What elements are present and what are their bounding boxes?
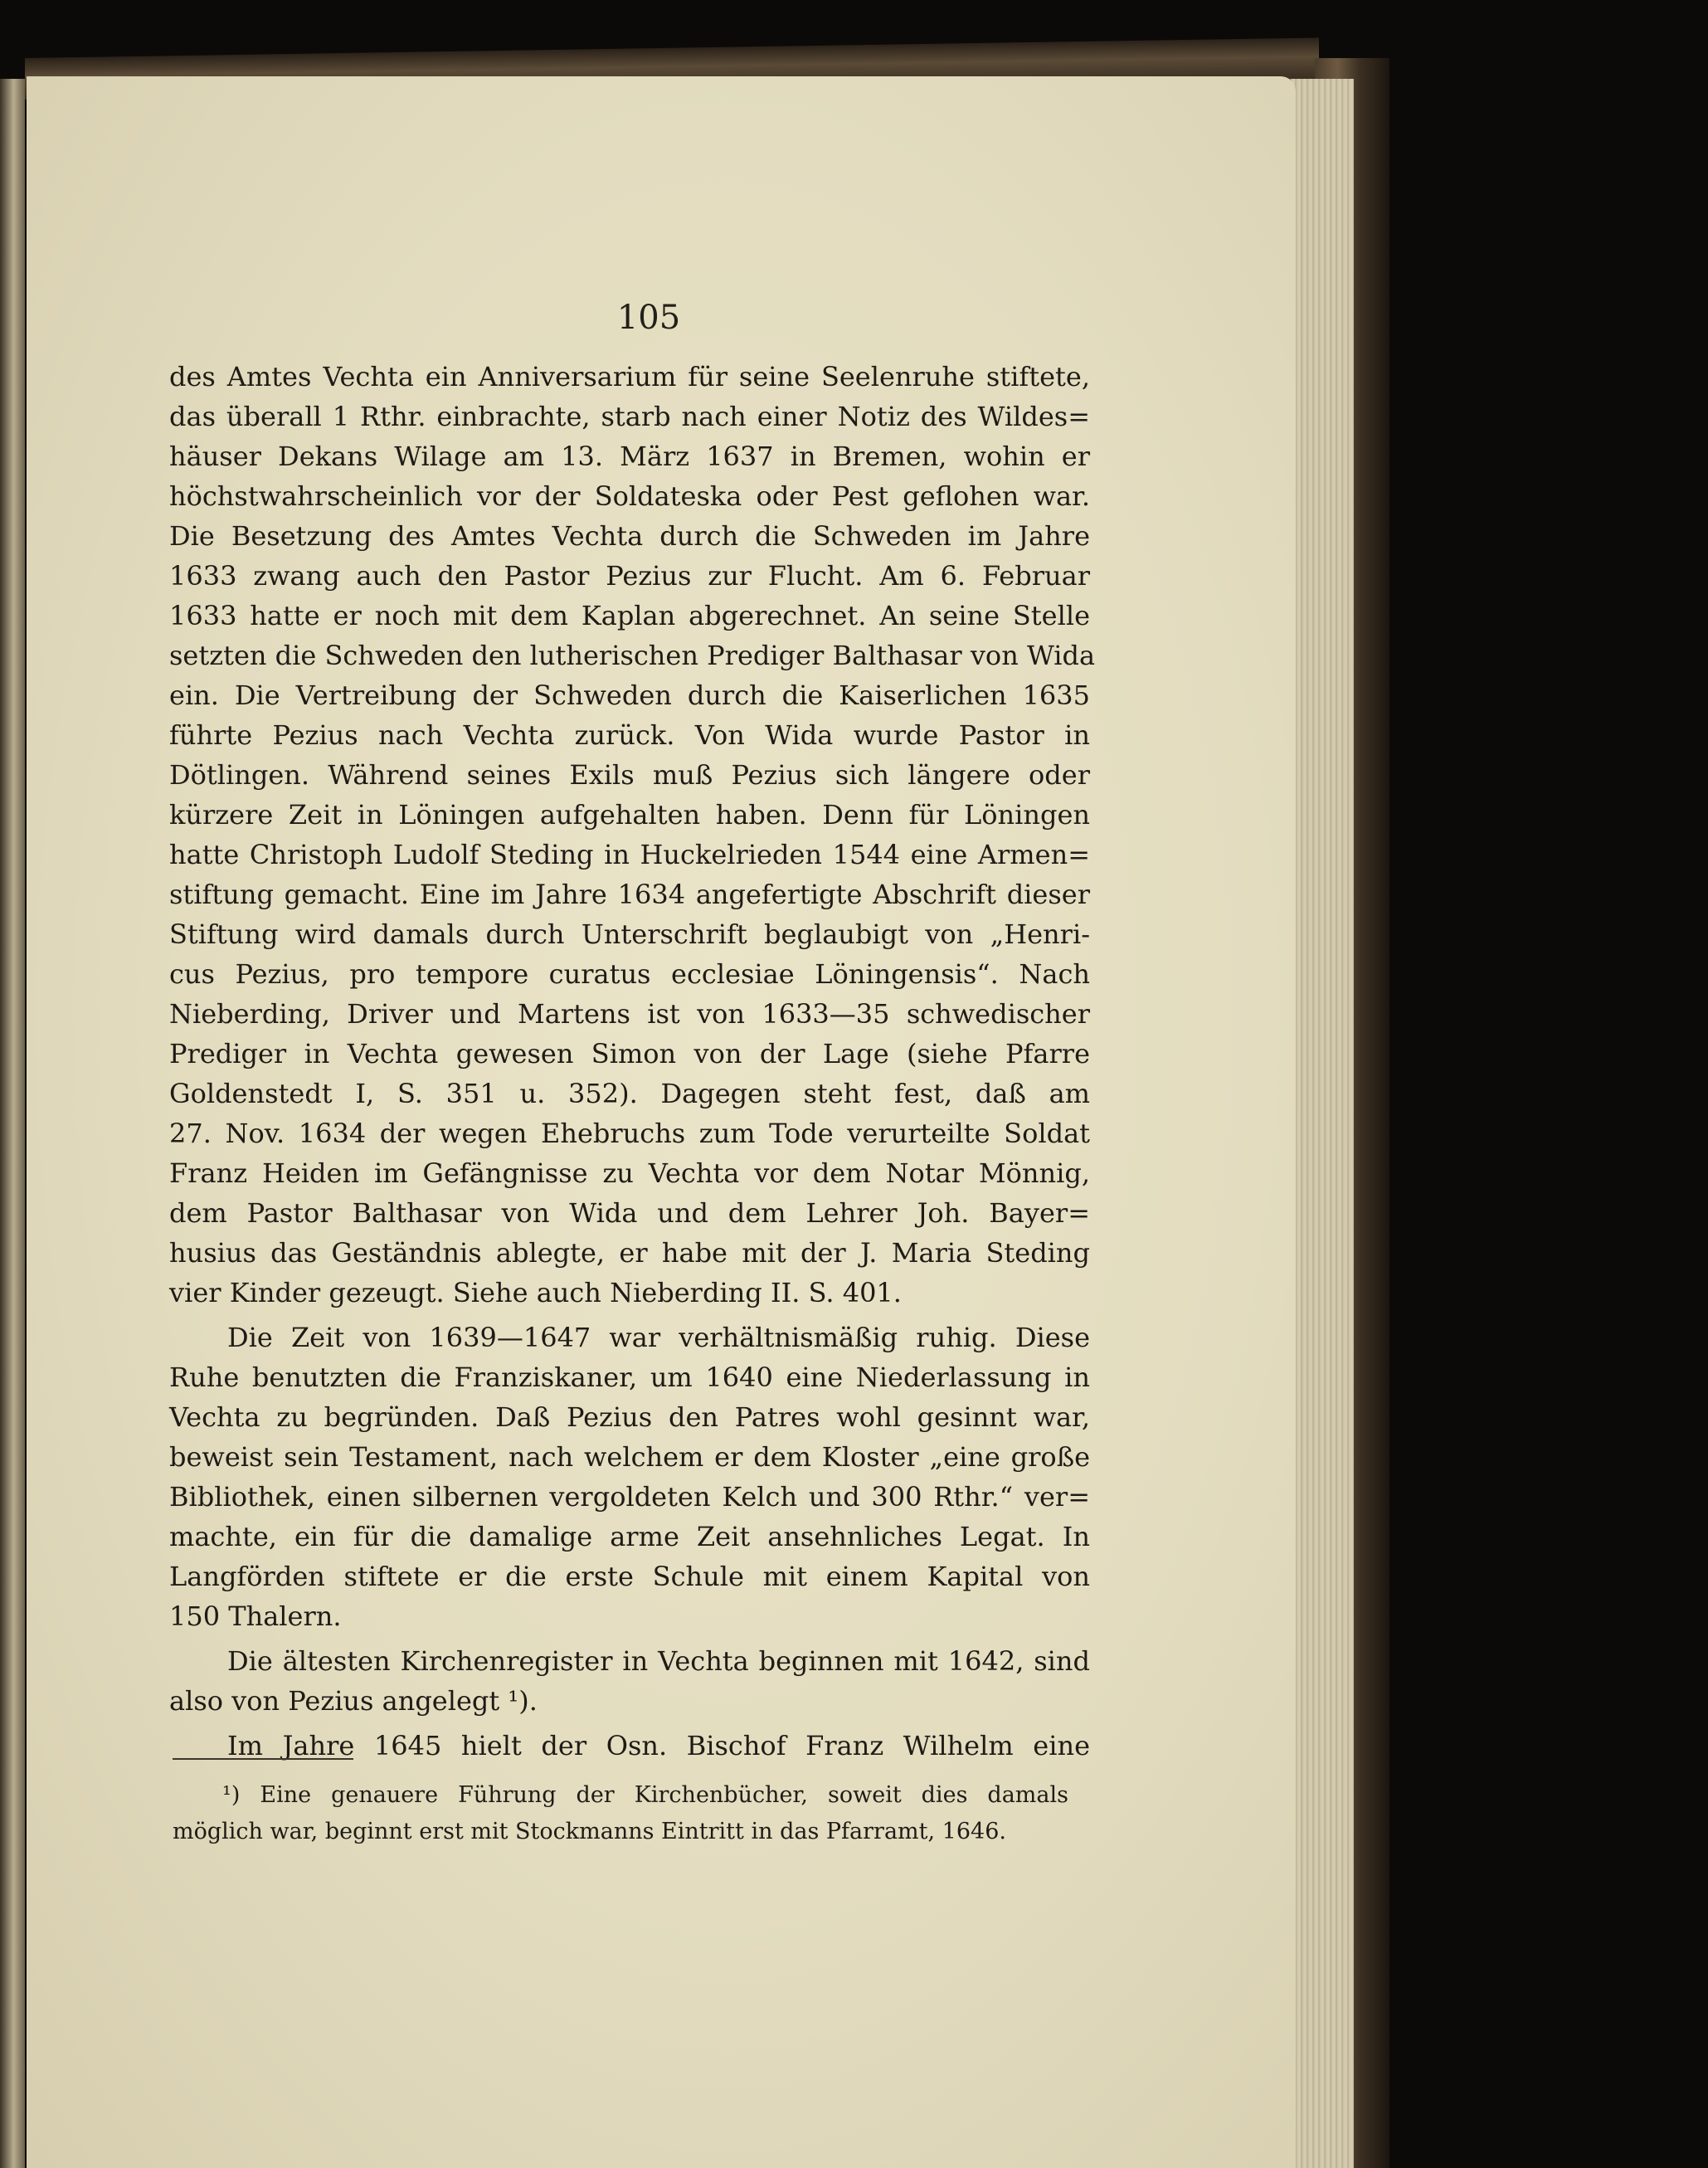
text-line: 1633 hatte er noch mit dem Kaplan abgerechnet. An seine Stelle: [169, 600, 1090, 631]
text-line: Vechta zu begründen. Daß Pezius den Patres wohl gesinnt war,: [169, 1401, 1090, 1433]
text-line: 27. Nov. 1634 der wegen Ehebruchs zum Tode verurteilte Soldat: [169, 1118, 1090, 1149]
text-line: dem Pastor Balthasar von Wida und dem Lehrer Joh. Bayer=: [169, 1197, 1090, 1229]
text-line: hatte Christoph Ludolf Steding in Huckelrieden 1544 eine Armen=: [169, 839, 1090, 870]
text-line: Stiftung wird damals durch Unterschrift beglaubigt von „Henri-: [169, 918, 1090, 950]
footnote-line: möglich war, beginnt erst mit Stockmanns Eintritt in das Pfarramt, 1646.: [173, 1819, 1006, 1844]
text-line: machte, ein für die damalige arme Zeit ansehnliches Legat. In: [169, 1521, 1090, 1552]
text-line: 150 Thalern.: [169, 1600, 342, 1632]
footnote: [173, 1777, 1068, 1850]
text-line: Die Zeit von 1639—1647 war verhältnismäßig ruhig. Diese: [227, 1322, 1090, 1353]
page-number: 105: [616, 299, 681, 337]
text-line: vier Kinder gezeugt. Siehe auch Nieberding II. S. 401.: [169, 1277, 902, 1308]
page-edges: [1290, 79, 1354, 2168]
text-line: also von Pezius angelegt ¹).: [169, 1685, 538, 1717]
text-line: beweist sein Testament, nach welchem er dem Kloster „eine große: [169, 1441, 1090, 1473]
text-line: ein. Die Vertreibung der Schweden durch die Kaiserlichen 1635: [169, 680, 1090, 711]
book-page: [27, 76, 1296, 2168]
text-line: das überall 1 Rthr. einbrachte, starb nach einer Notiz des Wildes=: [169, 401, 1090, 432]
text-line: Nieberding, Driver und Martens ist von 1633—35 schwedischer: [169, 998, 1090, 1030]
text-line: setzten die Schweden den lutherischen Prediger Balthasar von Wida: [169, 640, 1096, 671]
text-line: cus Pezius, pro tempore curatus ecclesiae Löningensis“. Nach: [169, 958, 1090, 990]
text-line: 1633 zwang auch den Pastor Pezius zur Flucht. Am 6. Februar: [169, 560, 1090, 592]
text-line: Prediger in Vechta gewesen Simon von der Lage (siehe Pfarre: [169, 1038, 1090, 1069]
text-line: Ruhe benutzten die Franziskaner, um 1640 eine Niederlassung in: [169, 1362, 1090, 1393]
text-line: häuser Dekans Wilage am 13. März 1637 in Bremen, wohin er: [169, 441, 1090, 472]
text-line: führte Pezius nach Vechta zurück. Von Wida wurde Pastor in: [169, 719, 1090, 751]
body-text: [169, 357, 1096, 1766]
text-line: husius das Geständnis ablegte, er habe mit der J. Maria Steding: [169, 1237, 1090, 1269]
text-line: Die Besetzung des Amtes Vechta durch die Schweden im Jahre: [169, 520, 1090, 552]
text-line: stiftung gemacht. Eine im Jahre 1634 angefertigte Abschrift dieser: [169, 879, 1090, 910]
footnote-rule: [173, 1758, 353, 1760]
text-line: Dötlingen. Während seines Exils muß Pezius sich längere oder: [169, 759, 1090, 791]
text-line: Langförden stiftete er die erste Schule mit einem Kapital von: [169, 1561, 1090, 1592]
text-line: Im Jahre 1645 hielt der Osn. Bischof Franz Wilhelm eine: [227, 1730, 1090, 1761]
text-line: Bibliothek, einen silbernen vergoldeten Kelch und 300 Rthr.“ ver=: [169, 1481, 1090, 1513]
facing-page-edge: [0, 79, 25, 2168]
text-line: höchstwahrscheinlich vor der Soldateska oder Pest geflohen war.: [169, 480, 1090, 512]
footnote-line: ¹) Eine genauere Führung der Kirchenbücher, soweit dies damals: [222, 1782, 1068, 1808]
text-line: des Amtes Vechta ein Anniversarium für seine Seelenruhe stiftete,: [169, 361, 1090, 392]
text-line: kürzere Zeit in Löningen aufgehalten haben. Denn für Löningen: [169, 799, 1090, 831]
text-line: Franz Heiden im Gefängnisse zu Vechta vor dem Notar Mönnig,: [169, 1157, 1090, 1189]
text-line: Goldenstedt I, S. 351 u. 352). Dagegen steht fest, daß am: [169, 1078, 1090, 1109]
text-line: Die ältesten Kirchenregister in Vechta beginnen mit 1642, sind: [227, 1645, 1090, 1677]
